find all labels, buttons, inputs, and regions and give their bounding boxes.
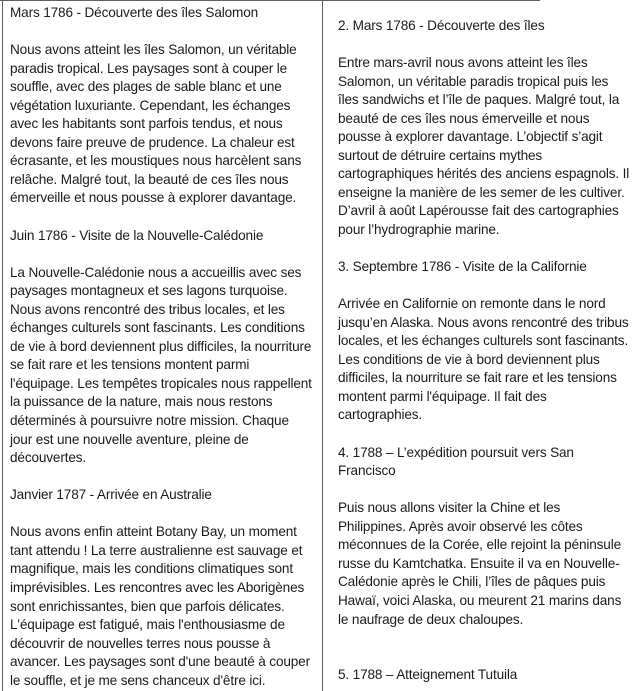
blank-line xyxy=(10,505,313,524)
left-column xyxy=(3,0,322,691)
paragraph: La Nouvelle-Calédonie nous a accueillis avec ses paysages montagneux et ses lagons turquoise. Nous avons rencontré des tribus locales, et les échanges culturels sont fascinants. Les conditions de vie à bord deviennent plus difficiles, la nourriture se fait rare et les tensions montent parmi l'équipage. Les tempêtes tropicales nous rappellent la puissance de la nature, mais nous restons déterminés à poursuivre notre mission. Chaque jour est une nouvelle aventure, pleine de découvertes. xyxy=(10,264,316,466)
blank-line xyxy=(338,277,630,296)
entry-heading: 5. 1788 – Atteignement Tutuila xyxy=(338,667,518,683)
entry-heading: 3. Septembre 1786 - Visite de la Californie xyxy=(338,259,587,275)
blank-line xyxy=(10,23,313,42)
blank-line xyxy=(338,240,630,259)
blank-line xyxy=(10,245,313,264)
blank-line xyxy=(338,425,630,444)
blank-line xyxy=(10,468,313,487)
paragraph: Nous avons atteint les îles Salomon, un véritable paradis tropical. Les paysages sont à couper le souffle, avec des plages de sable blanc et une végétation luxuriante. Cependant, les échanges avec les habitants sont parfois tendus, et nous devons faire preuve de prudence. La chaleur est écrasante, et les moustiques nous harcèlent sans relâche. Malgré tout, la beauté de ces îles nous émerveille et nous pousse à explorer davantage. xyxy=(10,42,305,206)
blank-line xyxy=(338,648,630,667)
entry-heading: 4. 1788 – L’expédition poursuit vers San Francisco xyxy=(338,444,578,479)
paragraph: Puis nous allons visiter la Chine et les Philippines. Après avoir observé les côtes méconnues de la Corée, elle rejoint la péninsule russe du Kamtchatka. Ensuite il va en Nouvelle-Calédonie après le Chili, l’îles de pâques puis Hawaï, voici Alaska, ou meurent 21 marins dans le naufrage de deux chaloupes. xyxy=(338,500,625,627)
blank-line xyxy=(338,36,630,55)
entry-heading: Janvier 1787 - Arrivée en Australie xyxy=(10,487,212,503)
blank-line xyxy=(338,481,630,500)
paragraph: Nous avons enfin atteint Botany Bay, un moment tant attendu ! La terre australienne est sauvage et magnifique, mais les conditions climatiques sont imprévisibles. Les rencontres avec les Aborigènes sont enrichissantes, bien que parfois délicates. L'équipage est fatigué, mais l'enthousiasme de découvrir de nouvelles terres nous pousse à avancer. Les paysages sont d'une beauté à couper le souffle, et je me sens chanceux d'être ici. xyxy=(10,524,314,688)
entry-heading: Mars 1786 - Découverte des îles Salomon xyxy=(10,5,259,20)
blank-line xyxy=(338,629,630,648)
blank-line xyxy=(10,208,313,227)
entry-heading: Juin 1786 - Visite de la Nouvelle-Calédonie xyxy=(10,227,264,243)
paragraph: Entre mars-avril nous avons atteint les îles Salomon, un véritable paradis tropical puis les îles sandwichs et l’île de paques. Malgré tout, la beauté de ces îles nous émerveille et nous pousse à explorer davantage. L’objectif s’agit surtout de détruire certains mythes cartographiques hérités des anciens espagnols. Il enseigne la manière de les semer de les cultiver. D’avril à août Lapérousse fait des cartographies pour l’hydrographie marine. xyxy=(338,55,633,238)
entry-heading: 2. Mars 1786 - Découverte des îles xyxy=(338,18,545,33)
right-column xyxy=(323,0,636,691)
paragraph: Arrivée en Californie on remonte dans le nord jusqu’en Alaska. Nous avons rencontré des tribus locales, et les échanges culturels sont fascinants. Les conditions de vie à bord deviennent plus difficiles, la nourriture se fait rare et les tensions montent parmi l'équipage. Il fait des cartographies. xyxy=(338,296,633,423)
